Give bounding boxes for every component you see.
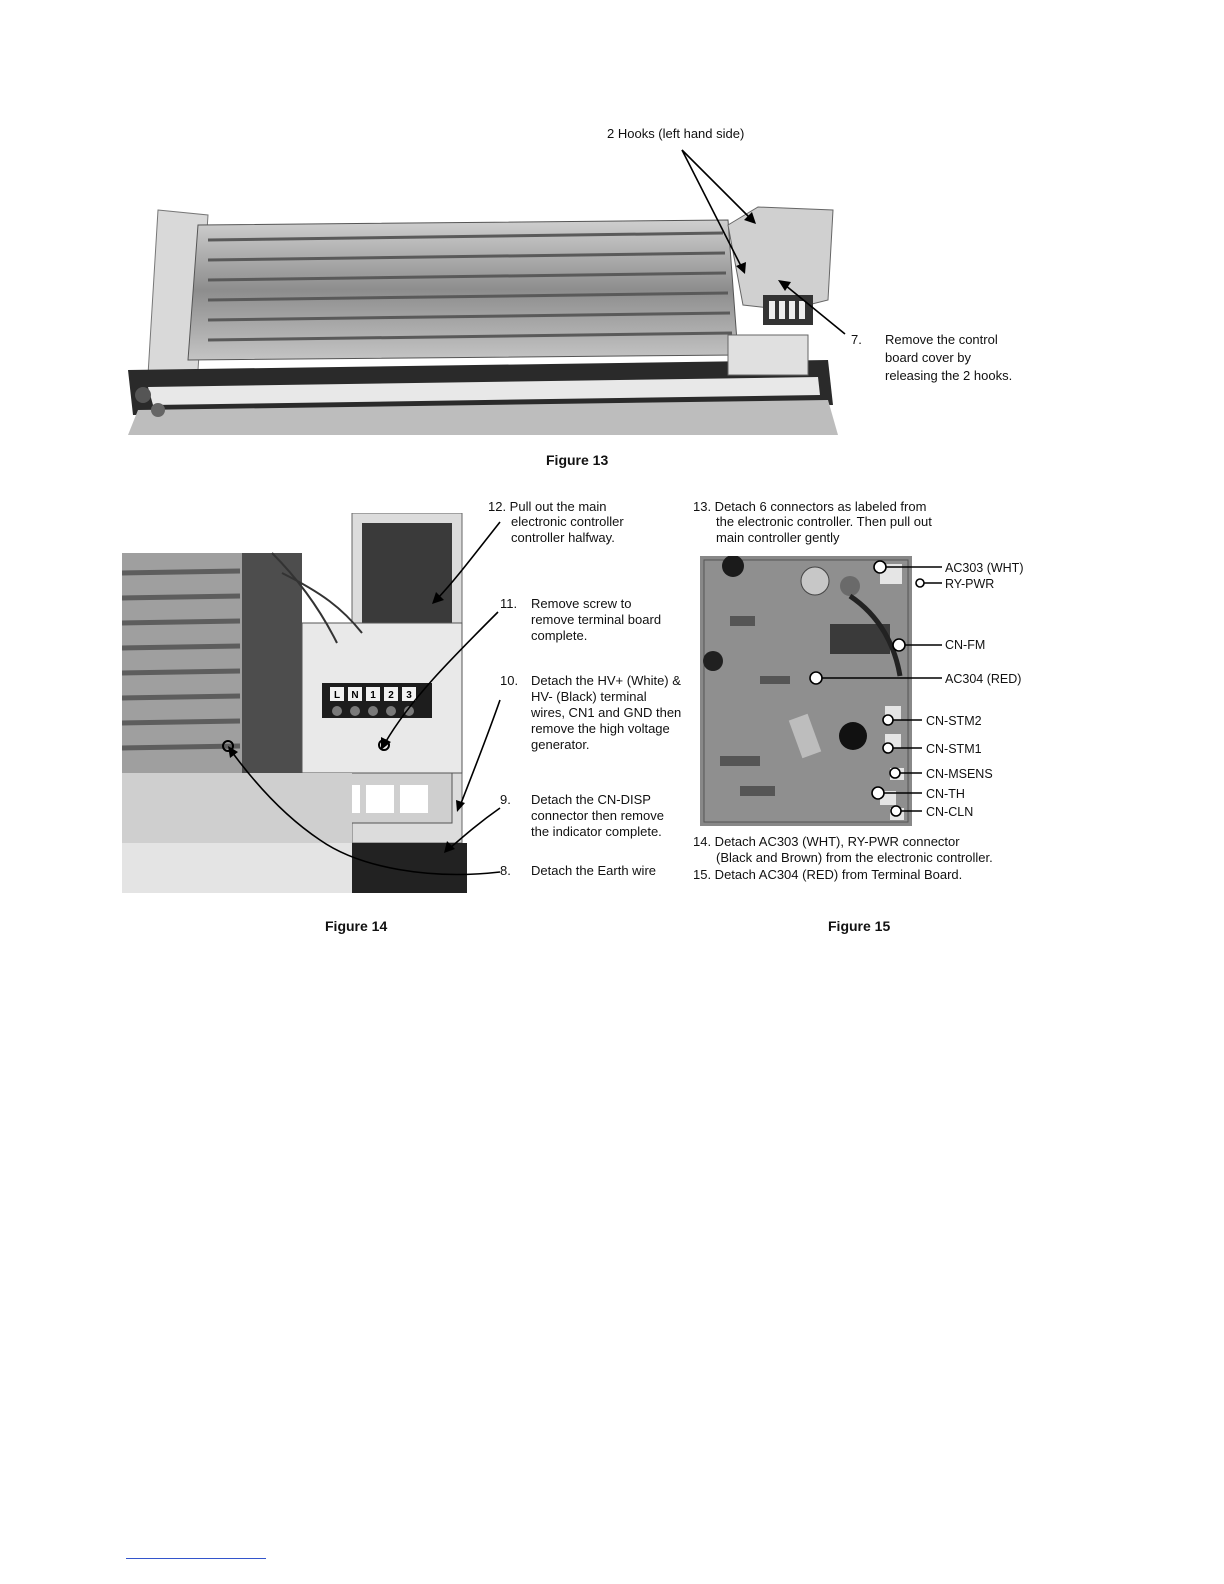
step-11-line-3: complete. bbox=[531, 628, 588, 643]
step-9-line-2: connector then remove bbox=[531, 808, 664, 823]
figure-14-caption: Figure 14 bbox=[325, 918, 388, 934]
step-7-number: 7. bbox=[851, 332, 862, 347]
step-7-line-3: releasing the 2 hooks. bbox=[885, 368, 1013, 383]
connector-cn-msens-label: CN-MSENS bbox=[926, 767, 993, 781]
figure-13-caption: Figure 13 bbox=[546, 452, 609, 468]
step-12-line-1: 12. Pull out the main bbox=[488, 499, 607, 514]
step-9-line-3: the indicator complete. bbox=[531, 824, 662, 839]
step-10-line-1: Detach the HV+ (White) & bbox=[531, 673, 681, 688]
connector-ry-pwr-label: RY-PWR bbox=[945, 577, 995, 591]
step-7-line-1: Remove the control bbox=[885, 332, 998, 347]
step-10-line-5: generator. bbox=[531, 737, 590, 752]
figure-15-caption: Figure 15 bbox=[828, 918, 891, 934]
footnote-separator bbox=[126, 1558, 266, 1559]
hooks-label: 2 Hooks (left hand side) bbox=[607, 126, 745, 141]
step-9-line-1: Detach the CN-DISP bbox=[531, 792, 651, 807]
connector-cn-fm-label: CN-FM bbox=[945, 638, 986, 652]
connector-cn-cln-label: CN-CLN bbox=[926, 805, 974, 819]
step-13-line-2: the electronic controller. Then pull out bbox=[716, 514, 932, 529]
connector-ac303-label: AC303 (WHT) bbox=[945, 561, 1024, 575]
terminal-l-label: L bbox=[333, 690, 341, 701]
step-11-line-2: remove terminal board bbox=[531, 612, 662, 627]
connector-cn-stm2-label: CN-STM2 bbox=[926, 714, 982, 728]
terminal-2-label: 2 bbox=[388, 690, 394, 701]
step-8-number: 8. bbox=[500, 863, 511, 878]
step-12-line-2: electronic controller bbox=[511, 514, 624, 529]
connector-ac304-label: AC304 (RED) bbox=[945, 672, 1022, 686]
step-9-number: 9. bbox=[500, 792, 511, 807]
step-10-line-3: wires, CN1 and GND then bbox=[531, 705, 682, 720]
step-14-line-1: 14. Detach AC303 (WHT), RY-PWR connector bbox=[693, 834, 960, 849]
terminal-n-label: N bbox=[351, 690, 359, 701]
step-13-line-3: main controller gently bbox=[716, 530, 840, 545]
terminal-3-label: 3 bbox=[406, 690, 412, 701]
step-11-line-1: Remove screw to bbox=[531, 596, 632, 611]
connector-cn-stm1-label: CN-STM1 bbox=[926, 742, 982, 756]
step-12-line-3: controller halfway. bbox=[511, 530, 615, 545]
step-7-line-2: board cover by bbox=[885, 350, 971, 365]
connector-cn-th-label: CN-TH bbox=[926, 787, 965, 801]
step-14-line-2: (Black and Brown) from the electronic controller. bbox=[716, 850, 993, 865]
step-8-text: Detach the Earth wire bbox=[531, 863, 657, 878]
step-10-line-2: HV- (Black) terminal bbox=[531, 689, 647, 704]
step-11-number: 11. bbox=[500, 596, 518, 611]
terminal-1-label: 1 bbox=[370, 690, 376, 701]
step-10-line-4: remove the high voltage bbox=[531, 721, 670, 736]
step-10-number: 10. bbox=[500, 673, 519, 688]
step-13-line-1: 13. Detach 6 connectors as labeled from bbox=[693, 499, 927, 514]
step-15-text: 15. Detach AC304 (RED) from Terminal Board. bbox=[693, 867, 963, 882]
